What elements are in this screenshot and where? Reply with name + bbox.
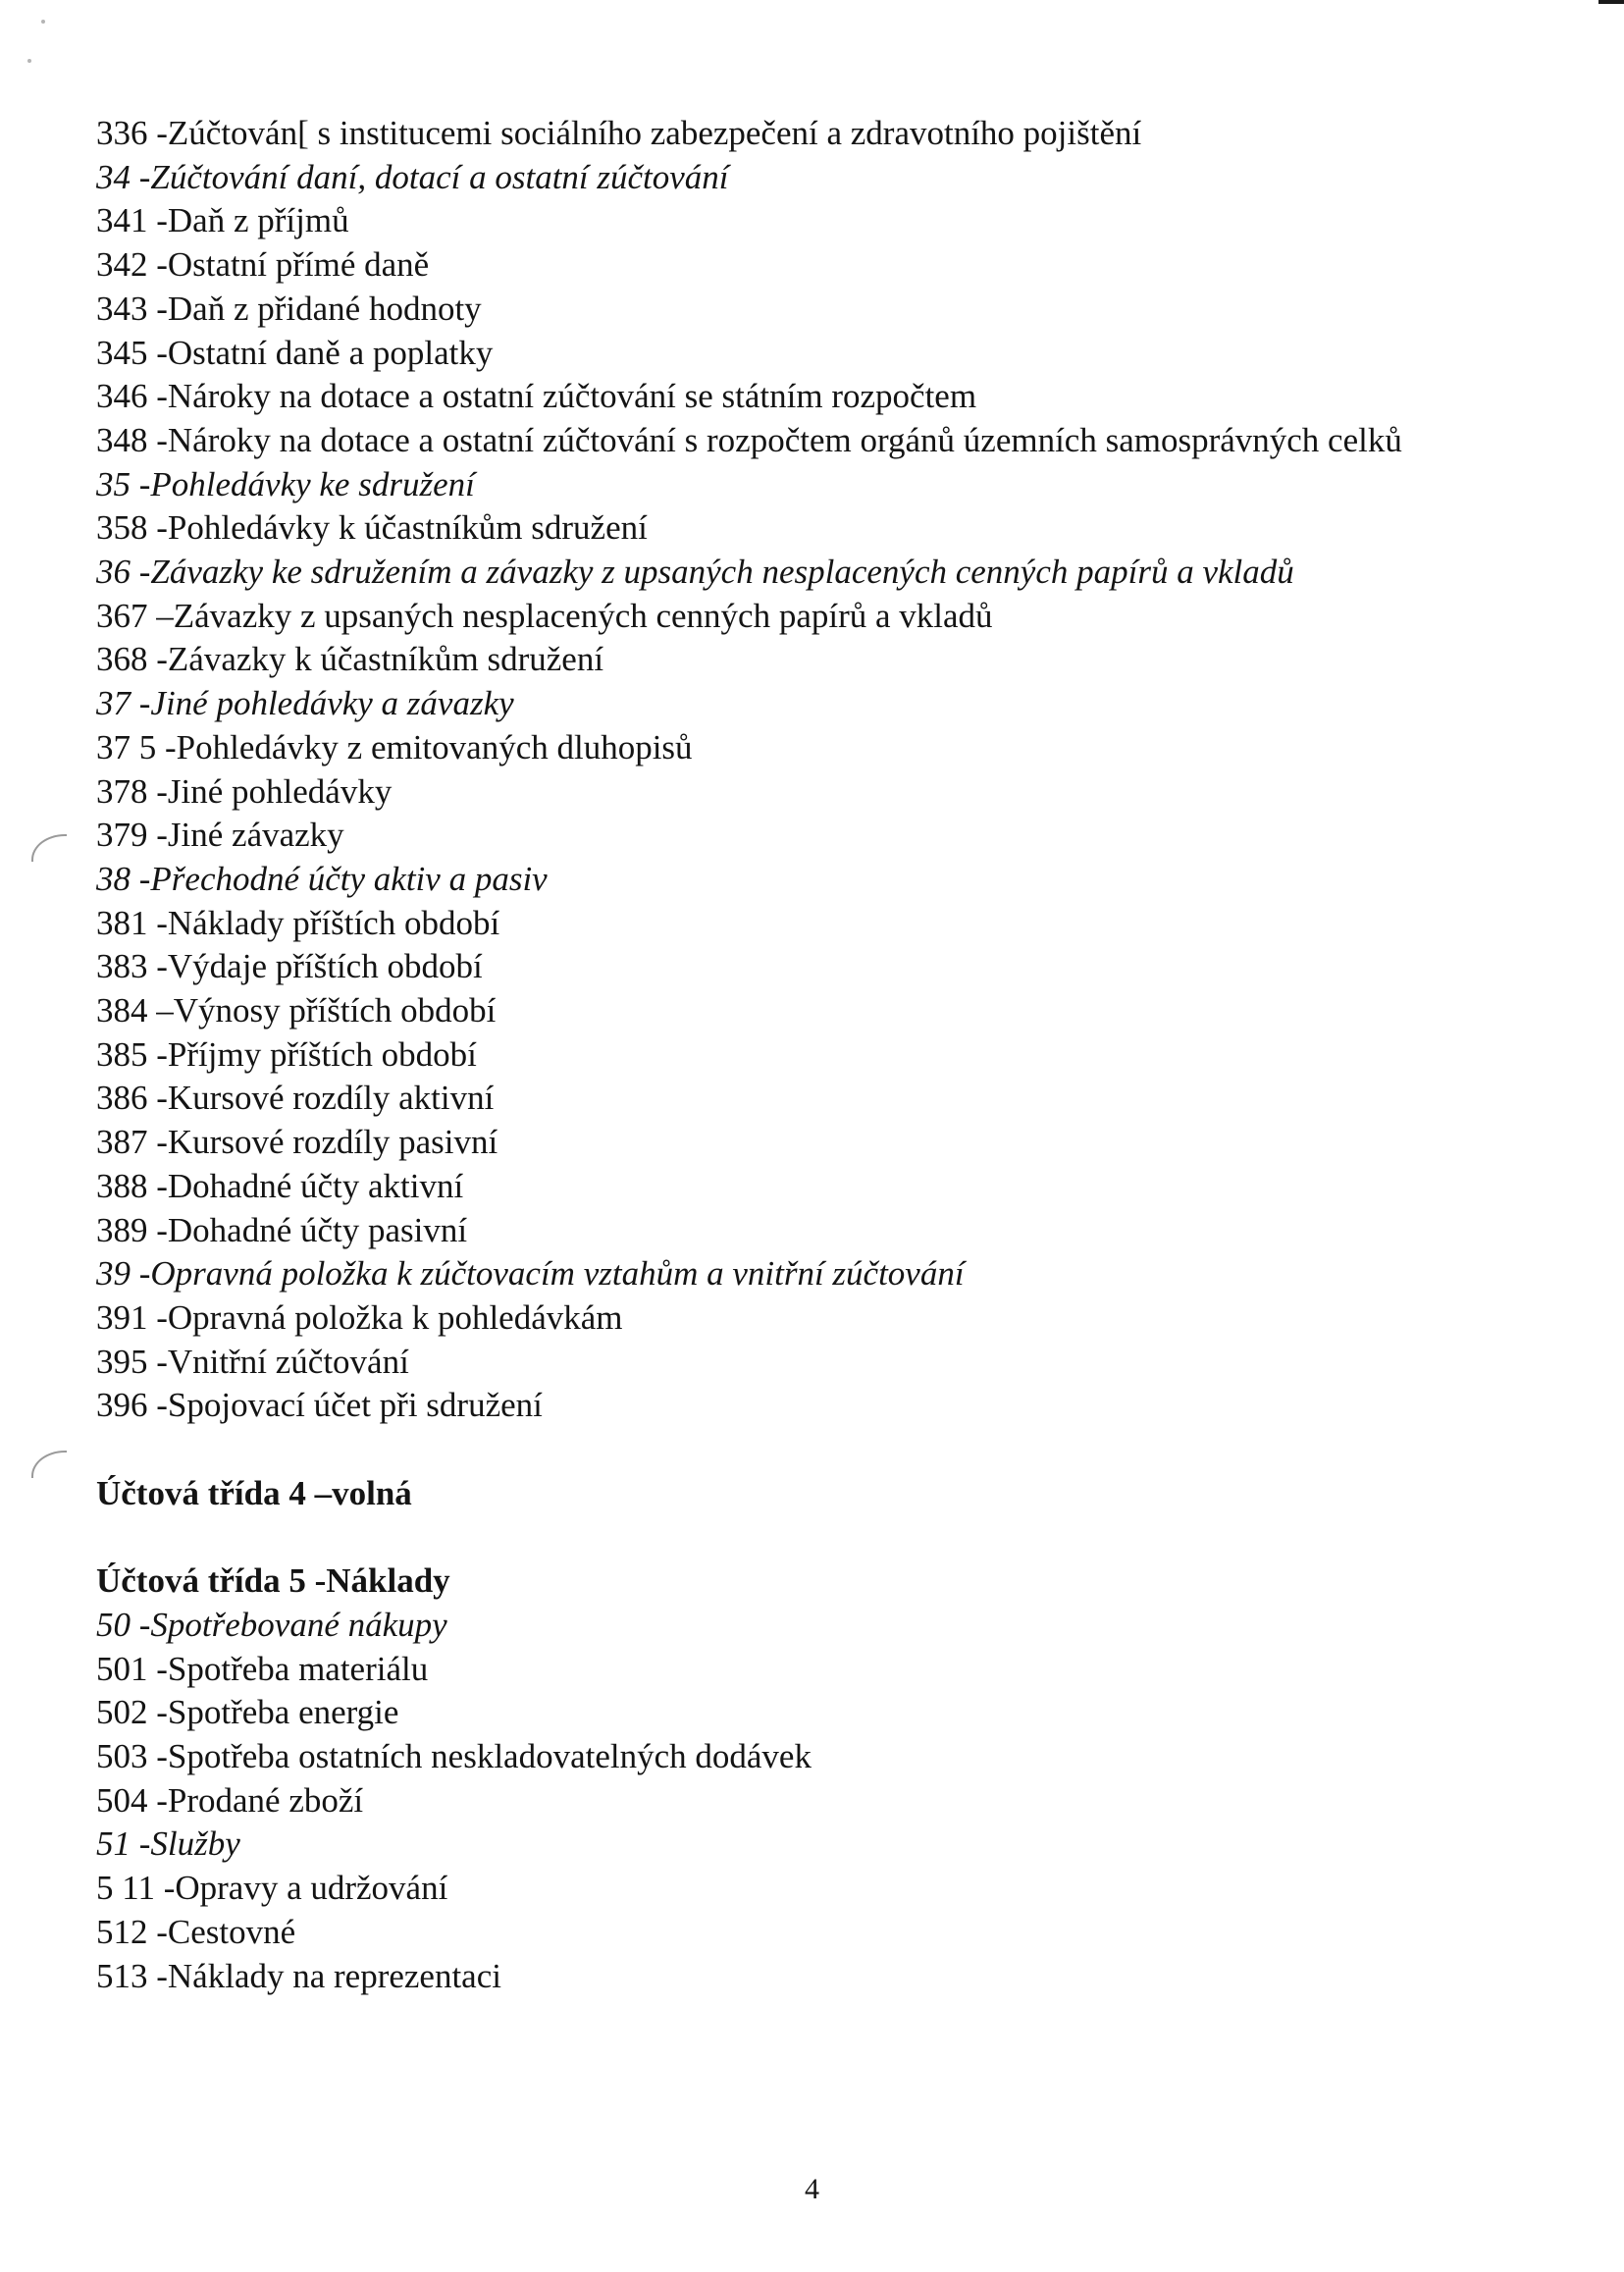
account-line: 346 -Nároky na dotace a ostatní zúčtování se státním rozpočtem xyxy=(96,377,977,416)
account-line: 341 -Daň z příjmů xyxy=(96,201,349,240)
account-line: 389 -Dohadné účty pasivní xyxy=(96,1210,468,1249)
account-group-heading: 34 -Zúčtování daní, dotací a ostatní zúčtování xyxy=(96,157,729,196)
account-line: 342 -Ostatní přímé daně xyxy=(96,245,430,285)
account-line: 379 -Jiné závazky xyxy=(96,816,344,855)
margin-pencil-mark xyxy=(31,834,67,862)
account-line: 513 -Náklady na reprezentaci xyxy=(96,1956,501,1995)
blank-line xyxy=(96,1428,1490,1472)
account-group-heading: 39 -Opravná položka k zúčtovacím vztahům a vnitřní zúčtování xyxy=(96,1254,965,1294)
account-line: 502 -Spotřeba energie xyxy=(96,1693,399,1732)
account-line: 501 -Spotřeba materiálu xyxy=(96,1649,429,1688)
account-line: 378 -Jiné pohledávky xyxy=(96,771,393,811)
scan-speck xyxy=(27,59,31,63)
account-line: 391 -Opravná položka k pohledávkám xyxy=(96,1297,623,1337)
account-line: 383 -Výdaje příštích období xyxy=(96,947,483,986)
account-line: 504 -Prodané zboží xyxy=(96,1780,364,1820)
account-line: 358 -Pohledávky k účastníkům sdružení xyxy=(96,508,648,548)
blank-line xyxy=(96,1515,1490,1559)
account-line: 336 -Zúčtován[ s institucemi sociálního zabezpečení a zdravotního pojištění xyxy=(96,114,1142,152)
page-number: 4 xyxy=(805,2173,819,2205)
account-class-heading: Účtová třída 4 –volná xyxy=(96,1473,412,1512)
account-group-heading: 36 -Závazky ke sdružením a závazky z upsaných nesplacených cenných papírů a vkladů xyxy=(96,553,1294,592)
account-line: 395 -Vnitřní zúčtování xyxy=(96,1342,409,1381)
account-line: 396 -Spojovací účet při sdružení xyxy=(96,1386,543,1425)
account-line: 368 -Závazky k účastníkům sdružení xyxy=(96,640,604,679)
account-line: 384 –Výnosy příštích období xyxy=(96,991,497,1030)
account-line: 503 -Spotřeba ostatních neskladovatelných dodávek xyxy=(96,1736,812,1775)
account-list xyxy=(96,112,1490,1998)
account-line: 387 -Kursové rozdíly pasivní xyxy=(96,1123,498,1162)
scan-edge-mark xyxy=(1598,0,1624,4)
account-group-heading: 38 -Přechodné účty aktiv a pasiv xyxy=(96,859,548,898)
account-line: 388 -Dohadné účty aktivní xyxy=(96,1166,464,1205)
margin-pencil-mark xyxy=(31,1451,67,1478)
account-group-heading: 37 -Jiné pohledávky a závazky xyxy=(96,684,514,723)
account-group-heading: 51 -Služby xyxy=(96,1824,240,1864)
account-line: 385 -Příjmy příštích období xyxy=(96,1034,477,1074)
account-line: 37 5 -Pohledávky z emitovaných dluhopisů xyxy=(96,727,693,766)
account-line: 5 11 -Opravy a udržování xyxy=(96,1869,448,1908)
account-line: 348 -Nároky na dotace a ostatní zúčtování s rozpočtem orgánů územních samosprávných celků xyxy=(96,420,1402,459)
account-line: 343 -Daň z přidané hodnoty xyxy=(96,289,482,328)
account-line: 381 -Náklady příštích období xyxy=(96,903,500,942)
account-group-heading: 50 -Spotřebované nákupy xyxy=(96,1605,447,1644)
account-group-heading: 35 -Pohledávky ke sdružení xyxy=(96,464,475,503)
account-line: 386 -Kursové rozdíly aktivní xyxy=(96,1079,495,1118)
account-class-heading: Účtová třída 5 -Náklady xyxy=(96,1561,450,1601)
account-line: 367 –Závazky z upsaných nesplacených cenných papírů a vkladů xyxy=(96,596,993,635)
account-line: 345 -Ostatní daně a poplatky xyxy=(96,333,494,372)
account-line: 512 -Cestovné xyxy=(96,1912,296,1951)
scan-speck xyxy=(41,20,45,24)
